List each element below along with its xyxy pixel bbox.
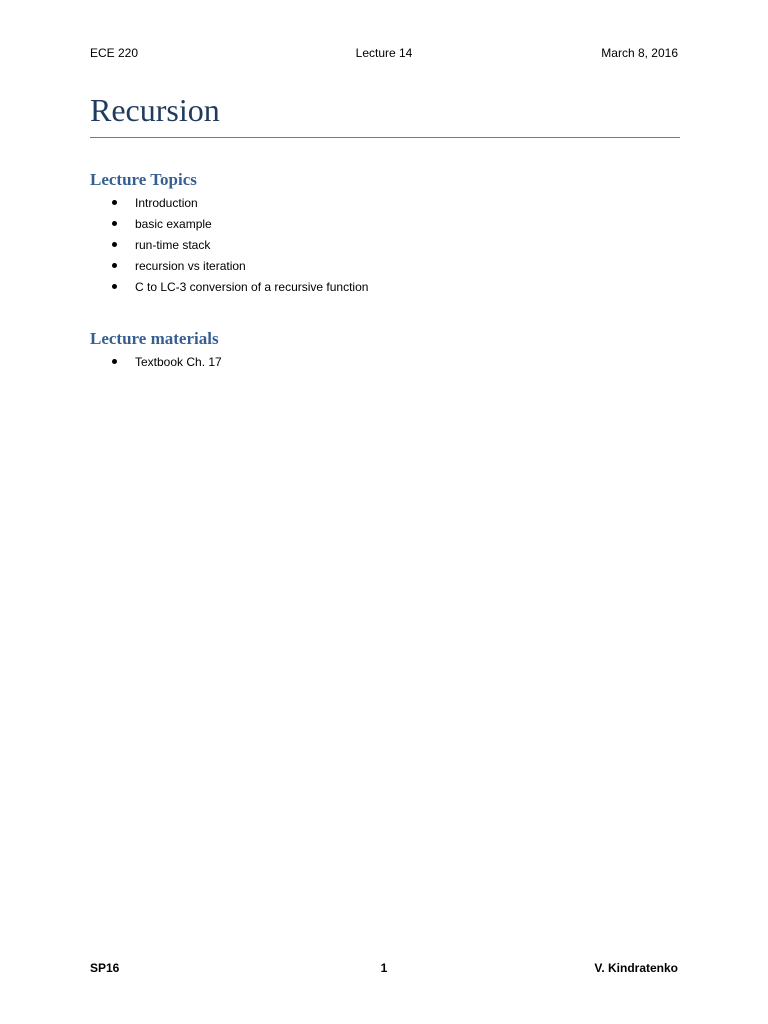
bullet-icon <box>112 200 117 205</box>
footer-page-number: 1 <box>380 961 388 975</box>
list-item-text: Introduction <box>135 196 198 210</box>
bullet-icon <box>112 263 117 268</box>
list-item-text: Textbook Ch. 17 <box>135 355 222 369</box>
bullet-icon <box>112 242 117 247</box>
header-date: March 8, 2016 <box>601 46 678 60</box>
list-item-text: recursion vs iteration <box>135 259 246 273</box>
header-lecture: Lecture 14 <box>355 46 413 60</box>
bullet-icon <box>112 284 117 289</box>
footer-term: SP16 <box>90 961 120 975</box>
section-heading-topics: Lecture Topics <box>90 170 197 189</box>
bullet-icon <box>112 221 117 226</box>
title-divider <box>90 137 680 138</box>
list-item-text: basic example <box>135 217 212 231</box>
page-footer <box>90 961 678 979</box>
document-title: Recursion <box>90 92 220 128</box>
section-heading-materials: Lecture materials <box>90 329 219 348</box>
bullet-icon <box>112 359 117 364</box>
list-item-text: C to LC-3 conversion of a recursive function <box>135 280 369 294</box>
header-course: ECE 220 <box>90 46 139 60</box>
list-item-text: run-time stack <box>135 238 211 252</box>
footer-author: V. Kindratenko <box>594 961 678 975</box>
page-header <box>90 46 678 64</box>
